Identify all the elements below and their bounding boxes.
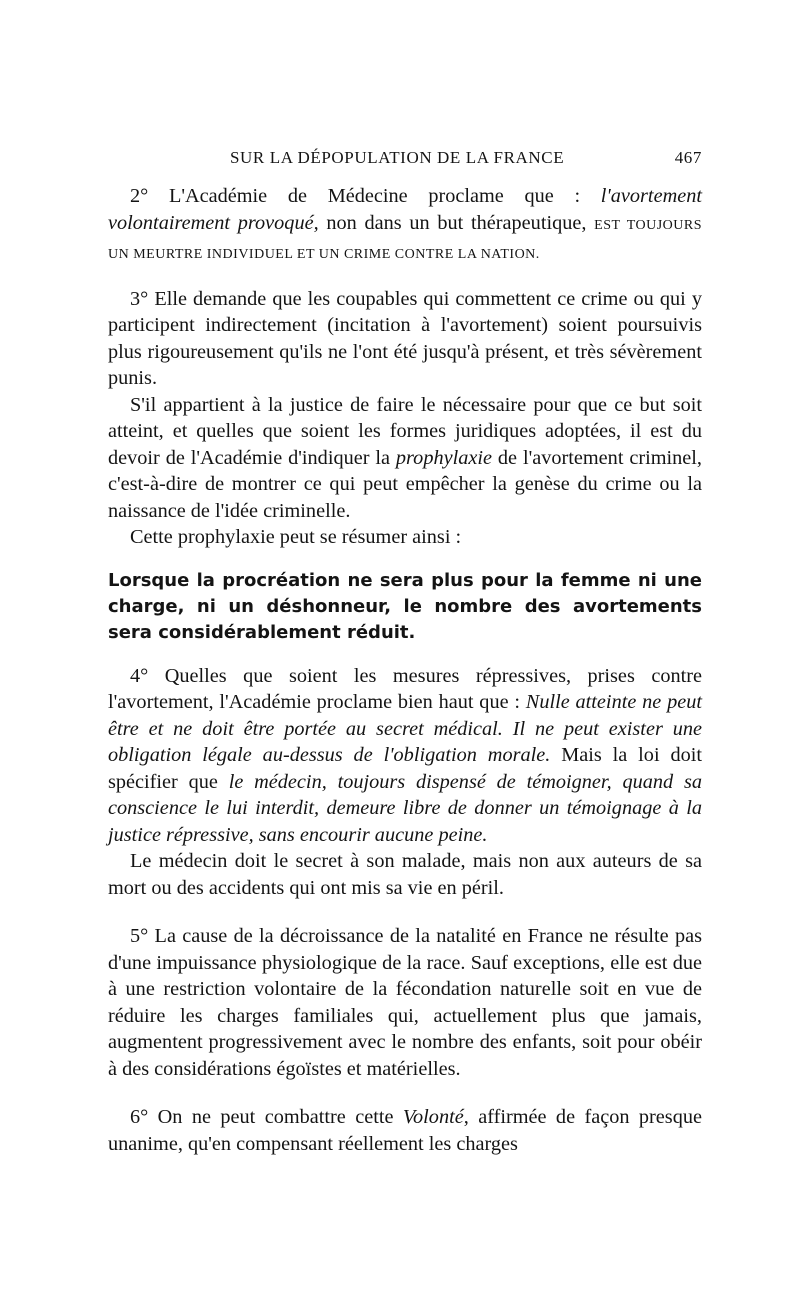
paragraph-4-text-b: Mais la loi doit spécifier que [108, 744, 703, 793]
paragraph-3b-italic: prophylaxie [395, 446, 493, 469]
paragraph-2-small-caps: EST TOUJOURS UN MEURTRE INDIVIDUEL ET UN CRIME CONTRE LA NATION. [108, 217, 703, 262]
paragraph-2-italic: l'avortement volontairement provoqué, [108, 185, 702, 234]
paragraph-6-text-b: , affirmée de façon presque unanime, qu'en compensant réellement les charges [108, 1106, 702, 1155]
paragraph-2-text-b: non dans un but thérapeutique, [318, 211, 595, 234]
running-title: SUR LA DÉPOPULATION DE LA FRANCE [230, 148, 565, 167]
page-body [108, 183, 702, 1157]
page-number: 467 [674, 148, 702, 167]
paragraph-5: 5° La cause de la décroissance de la natalité en France ne résulte pas d'une impuissance physiologique de la race. Sauf exceptions, elle est due à une restriction volontaire de la fécondation naturelle soit en vue de réduire les charges familiales qui, actuellement plus que jamais, augmentent progressivement avec le nombre des enfants, soit pour obéir à des considérations égoïstes et matérielles. [108, 925, 702, 1080]
paragraph-3c: Cette prophylaxie peut se résumer ainsi : [130, 526, 462, 548]
paragraph-4 [108, 663, 702, 849]
bold-statement: Lorsque la procréation ne sera plus pour la femme ni une charge, ni un déshonneur, le nombre des avortements sera considérablement réduit. [108, 569, 702, 643]
paragraph-6-italic: Volonté [402, 1106, 464, 1128]
paragraph-2-text: 2° L'Académie de Médecine proclame que : [130, 185, 601, 207]
paragraph-4-text: 4° Quelles que soient les mesures répressives, prises contre l'avortement, l'Académie proclame bien haut que : [108, 664, 702, 713]
paragraph-4b: Le médecin doit le secret à son malade, mais non aux auteurs de sa mort ou des accidents qui ont mis sa vie en péril. [108, 850, 702, 899]
paragraph-3b-text: S'il appartient à la justice de faire le nécessaire pour que ce but soit atteint, et quelles que soient les formes juridiques adoptées, il est du devoir de l'Académie d'indiquer la [108, 393, 702, 469]
paragraph-6-text: 6° On ne peut combattre cette [130, 1106, 403, 1128]
paragraph-3b [108, 392, 702, 525]
paragraph-4-italic: Nulle atteinte ne peut être et ne doit être portée au secret médical. Il ne peut exister une obligation légale au-dessus de l'obligation morale. [108, 691, 702, 766]
paragraph-3b-text-b: de l'avortement criminel, c'est-à-dire de montrer ce qui peut empêcher la genèse du crime ou la naissance de l'idée criminelle. [108, 446, 702, 522]
paragraph-4-italic-b: le médecin, toujours dispensé de témoigner, quand sa conscience le lui interdit, demeure libre de donner un témoignage à la justice répressive, sans encourir aucune peine. [108, 770, 702, 846]
paragraph-3: 3° Elle demande que les coupables qui commettent ce crime ou qui y participent indirectement (incitation à l'avortement) soient poursuivis plus rigoureusement qu'ils ne l'ont été jusqu'à présent, et très sévèrement punis. [108, 287, 702, 389]
running-header [108, 148, 702, 172]
paragraph-6 [108, 1104, 702, 1157]
paragraph-2 [108, 183, 702, 269]
